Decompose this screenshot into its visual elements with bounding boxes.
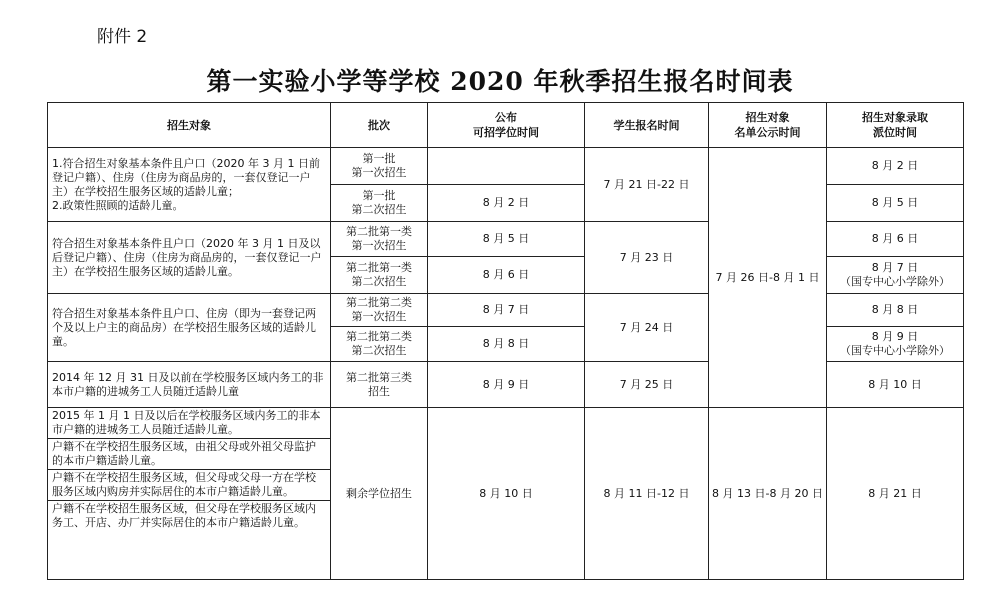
batch-cell: 第二批第三类 招生: [331, 362, 428, 408]
table-row: [48, 294, 964, 327]
header-list-line2: 名单公示时间: [734, 126, 801, 139]
remaining-target-item: 户籍不在学校招生服务区域，但父母或父母一方在学校服务区域内购房并实际居住的本市户籍适龄儿童。: [48, 470, 330, 501]
header-publish-line1: 公布: [495, 111, 517, 124]
batch-cell: 第二批第二类 第二次招生: [331, 327, 428, 362]
batch-cell: 第一批 第一次招生: [331, 148, 428, 185]
list-time-cell: 8 月 13 日-8 月 20 日: [709, 408, 827, 580]
publish-cell: 8 月 7 日: [428, 294, 585, 327]
admit-cell: 8 月 10 日: [827, 362, 964, 408]
target-cell: 符合招生对象基本条件且户口、住房（即为一套登记两个及以上户主的商品房）在学校招生服务区域的适龄儿童。: [48, 294, 331, 362]
admit-cell: 8 月 5 日: [827, 185, 964, 222]
admit-cell: 8 月 6 日: [827, 222, 964, 257]
header-admit-line2: 派位时间: [873, 126, 917, 139]
batch-cell: 第二批第二类 第一次招生: [331, 294, 428, 327]
header-list: [709, 103, 827, 148]
signup-cell: 7 月 24 日: [585, 294, 709, 362]
remaining-target-item: 2015 年 1 月 1 日及以后在学校服务区域内务工的非本市户籍的进城务工人员随迁适龄儿童。: [48, 408, 330, 439]
header-publish-line2: 可招学位时间: [473, 126, 539, 139]
header-list-line1: 招生对象: [745, 111, 790, 124]
admit-cell: 8 月 2 日: [827, 148, 964, 185]
document-title: 第一实验小学等学校 2020 年秋季招生报名时间表: [206, 67, 794, 96]
header-signup: 学生报名时间: [585, 103, 709, 148]
publish-cell: 8 月 9 日: [428, 362, 585, 408]
target-cell: 1.符合招生对象基本条件且户口（2020 年 3 月 1 日前登记户籍）、住房（住房为商品房的，一套仅登记一户主）在学校招生服务区域的适龄儿童； 2.政策性照顾的适龄儿童。: [48, 148, 331, 222]
remaining-target-item: 户籍不在学校招生服务区域，但父母在学校服务区域内务工、开店、办厂并实际居住的本市户籍适龄儿童。: [52, 502, 316, 529]
admit-cell: 8 月 7 日 （国专中心小学除外）: [827, 257, 964, 294]
signup-cell: 7 月 21 日-22 日: [585, 148, 709, 222]
publish-cell: 8 月 10 日: [428, 408, 585, 580]
admit-cell: 8 月 21 日: [827, 408, 964, 580]
target-cell: 符合招生对象基本条件且户口（2020 年 3 月 1 日及以后登记户籍）、住房（住房为商品房的，一套仅登记一户主）在学校招生服务区域的适龄儿童。: [48, 222, 331, 294]
batch-cell: 剩余学位招生: [331, 408, 428, 580]
header-publish: [428, 103, 585, 148]
table-row: [48, 362, 964, 408]
admit-cell: 8 月 9 日 （国专中心小学除外）: [827, 327, 964, 362]
remaining-target-cell: [48, 408, 331, 580]
header-admit-line1: 招生对象录取: [862, 111, 928, 124]
remaining-target-item: 户籍不在学校招生服务区域，由祖父母或外祖父母监护的本市户籍适龄儿童。: [48, 439, 330, 470]
table-row: [48, 148, 964, 185]
batch-cell: 第二批第一类 第二次招生: [331, 257, 428, 294]
signup-cell: 7 月 25 日: [585, 362, 709, 408]
batch-cell: 第二批第一类 第一次招生: [331, 222, 428, 257]
publish-cell: [428, 148, 585, 185]
publish-cell: 8 月 8 日: [428, 327, 585, 362]
target-cell: 2014 年 12 月 31 日及以前在学校服务区域内务工的非本市户籍的进城务工人员随迁适龄儿童: [48, 362, 331, 408]
header-row: [48, 103, 964, 148]
signup-cell: 8 月 11 日-12 日: [585, 408, 709, 580]
admit-cell: 8 月 8 日: [827, 294, 964, 327]
schedule-table: [47, 102, 964, 580]
header-admit: [827, 103, 964, 148]
signup-cell: 7 月 23 日: [585, 222, 709, 294]
publish-cell: 8 月 6 日: [428, 257, 585, 294]
batch-cell: 第一批 第二次招生: [331, 185, 428, 222]
attachment-label: 附件 2: [97, 27, 148, 47]
publish-cell: 8 月 2 日: [428, 185, 585, 222]
header-target: 招生对象: [48, 103, 331, 148]
table-row: [48, 222, 964, 257]
header-batch: 批次: [331, 103, 428, 148]
publish-cell: 8 月 5 日: [428, 222, 585, 257]
list-time-cell: 7 月 26 日-8 月 1 日: [709, 148, 827, 408]
table-row: [48, 408, 964, 580]
